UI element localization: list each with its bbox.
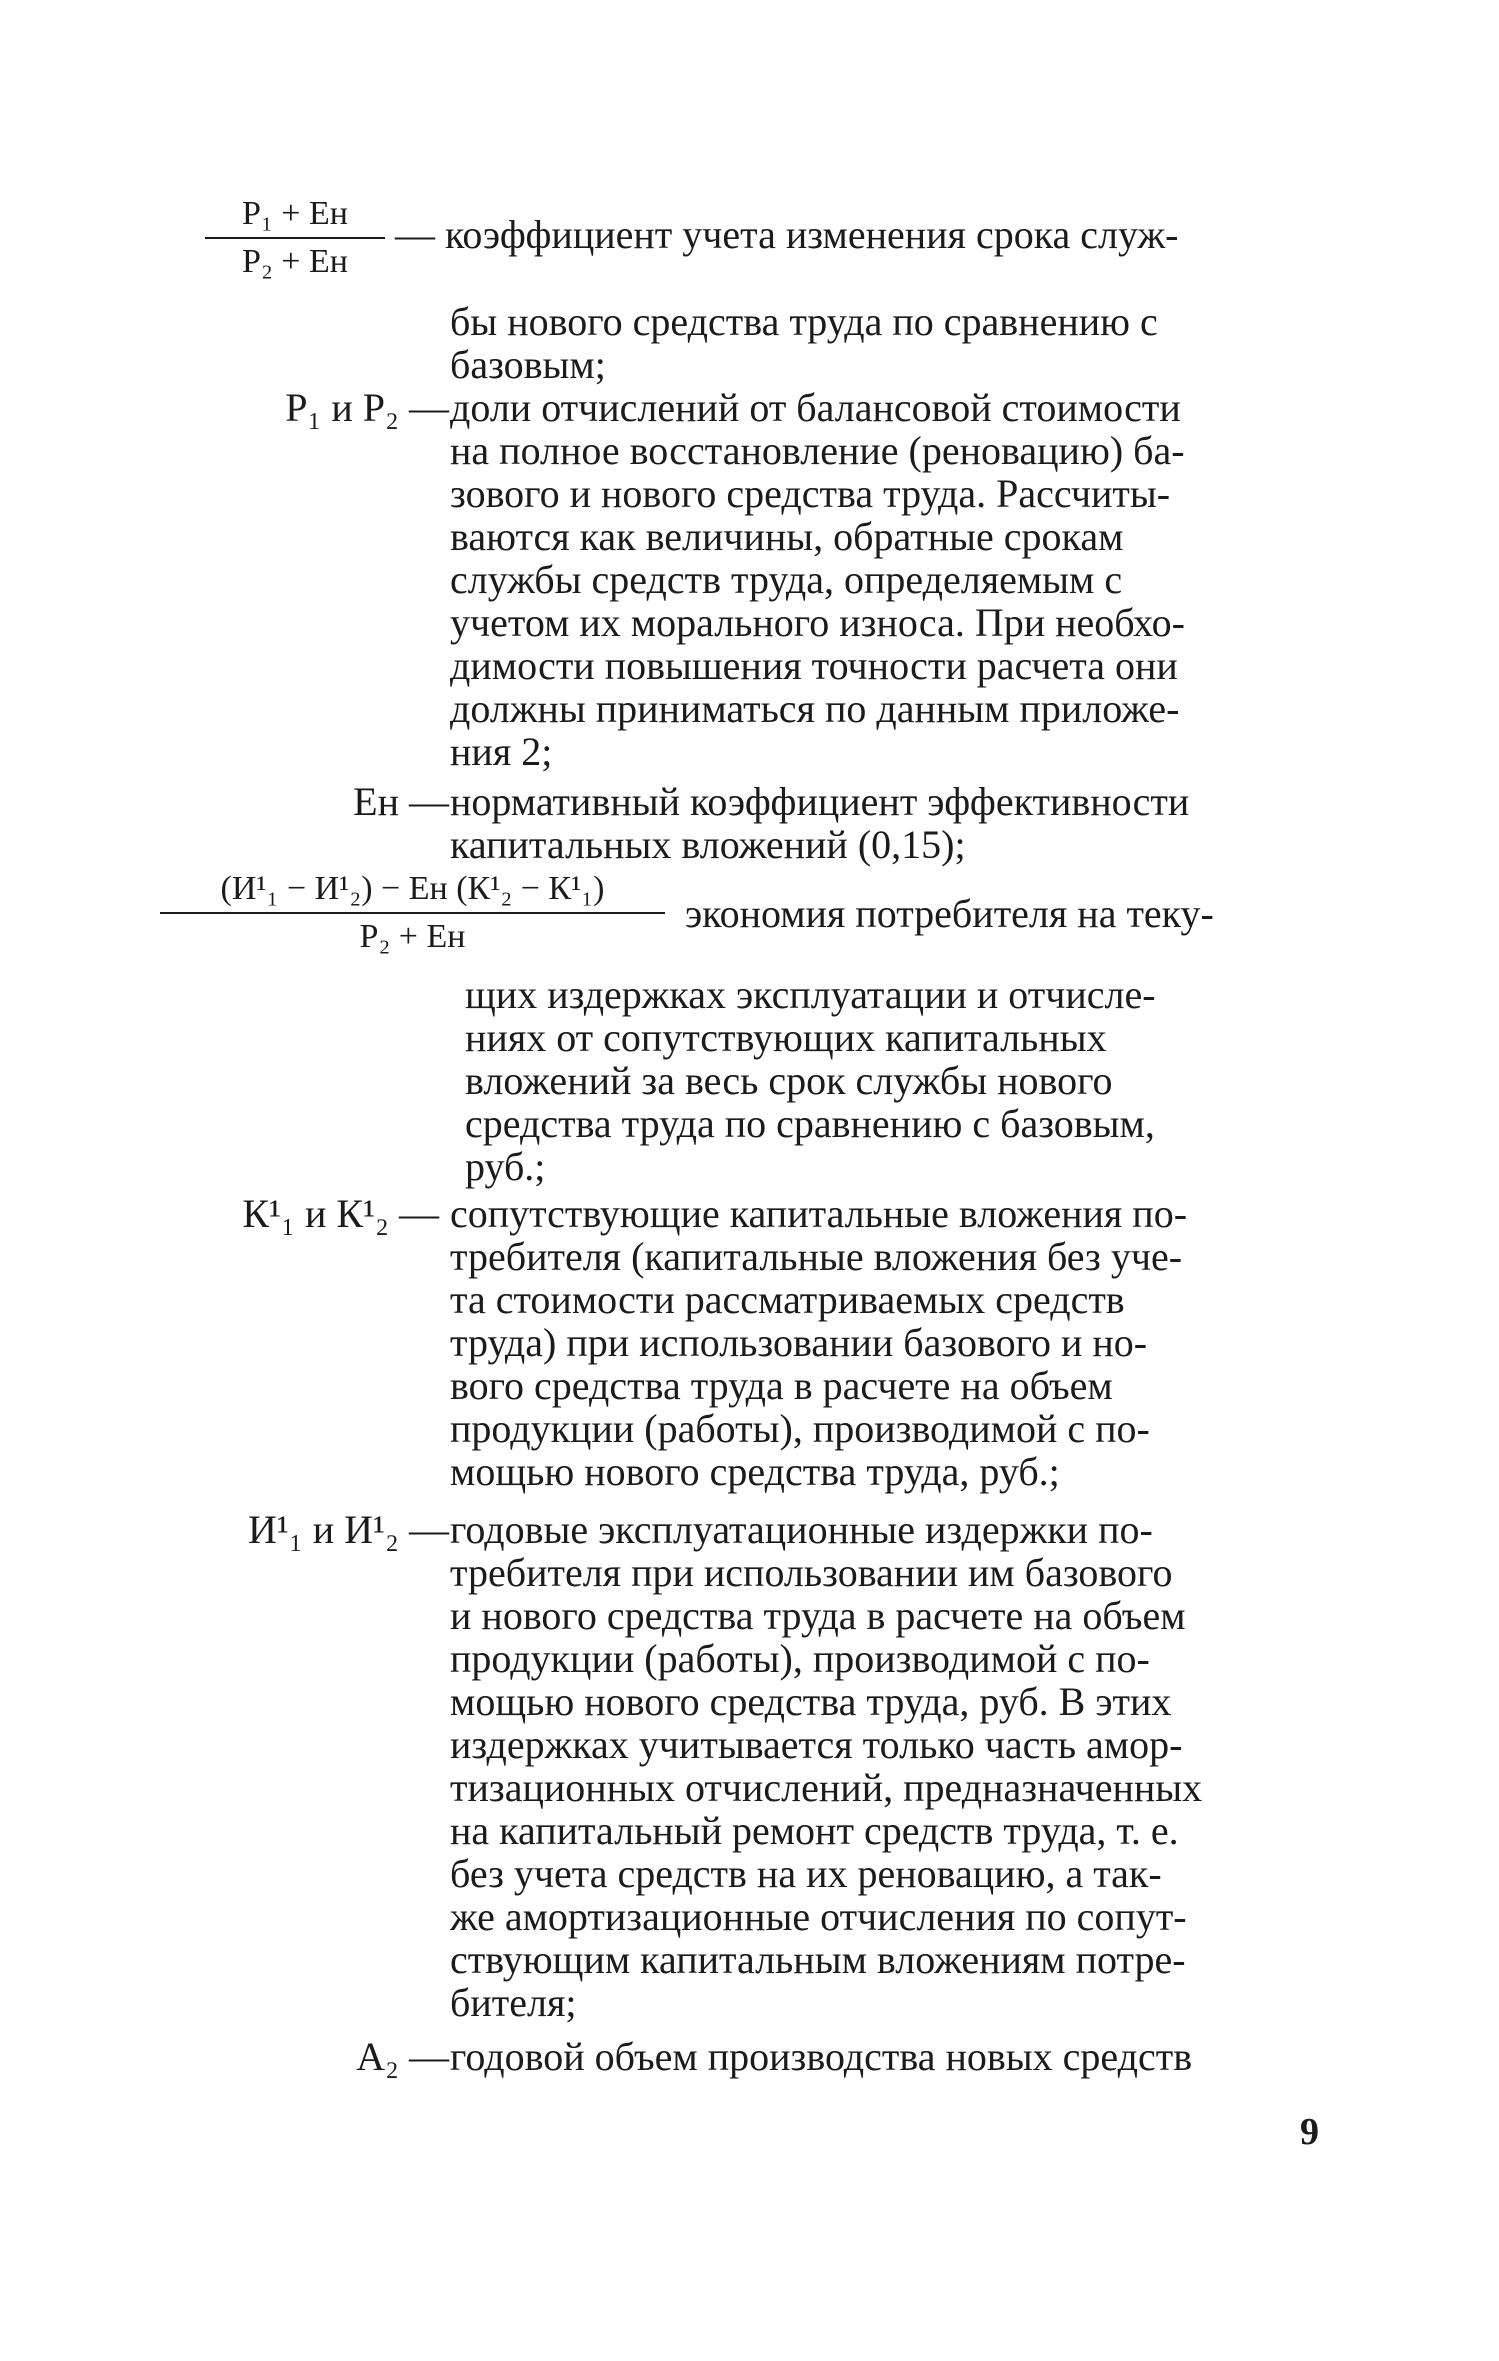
definition-text: учетом их морального износа. При необхо-	[450, 600, 1185, 645]
definition-text: зового и нового средства труда. Рассчиты-	[450, 471, 1171, 516]
definition-body	[450, 1192, 1187, 1493]
fraction-numerator: P₁ + Eн	[242, 195, 348, 232]
definition-text: нормативный коэффициент эффективности	[450, 779, 1190, 824]
definition-text: издержках учитывается только часть амор-	[450, 1722, 1183, 1767]
definition-body	[450, 780, 1189, 866]
definition-text: ниях от сопутствующих капитальных	[465, 1015, 1107, 1060]
definition-text: вложений за весь срок службы нового	[465, 1058, 1113, 1103]
definition-text: продукции (работы), производимой с по-	[450, 1406, 1150, 1451]
definition-text: тизационных отчислений, предназначенных	[450, 1765, 1203, 1810]
definition-text: — коэффициент учета изменения срока служ-	[395, 212, 1179, 257]
formula-fraction-service-life	[205, 195, 385, 281]
fraction-bar	[160, 912, 665, 914]
page-number: 9	[1300, 2111, 1319, 2153]
definition-body	[465, 973, 1156, 1188]
definition-text: руб.;	[465, 1144, 546, 1189]
definition-text: вого средства труда в расчете на объем	[450, 1363, 1113, 1408]
definition-text: средства труда по сравнению с базовым,	[465, 1101, 1155, 1146]
definition-text: ния 2;	[450, 729, 553, 774]
definition-text: требителя при использовании им базового	[450, 1550, 1173, 1595]
definition-term: Eн —	[353, 779, 449, 824]
definition-term: К¹₁ и К¹₂ —	[242, 1191, 439, 1236]
formula-fraction-consumer-savings	[160, 870, 665, 956]
definition-text: ствующим капитальным вложениям потре-	[450, 1937, 1186, 1982]
definition-text: ваются как величины, обратные срокам	[450, 514, 1124, 559]
definition-text: и нового средства труда в расчете на объем	[450, 1593, 1186, 1638]
fraction-bar	[205, 237, 385, 239]
definition-text: сопутствующие капитальные вложения по-	[450, 1191, 1188, 1236]
definition-text: мощью нового средства труда, руб. В этих	[450, 1679, 1172, 1724]
definition-term: P₁ и P₂ —	[285, 385, 449, 430]
definition-text: годовой объем производства новых средств	[450, 2034, 1193, 2079]
definition-text: щих издержках эксплуатации и отчисле-	[465, 972, 1156, 1017]
definition-text: службы средств труда, определяемым с	[450, 557, 1123, 602]
fraction-denominator: P₂ + Eн	[242, 243, 348, 280]
definition-text: экономия потребителя на теку-	[685, 891, 1214, 936]
definition-term: A₂ —	[356, 2034, 449, 2079]
definition-text: на капитальный ремонт средств труда, т. е.	[450, 1808, 1179, 1853]
definition-text: должны приниматься по данным приложе-	[450, 686, 1180, 731]
definition-text: мощью нового средства труда, руб.;	[450, 1449, 1060, 1494]
definition-text: же амортизационные отчисления по сопут-	[450, 1894, 1187, 1939]
definition-text: та стоимости рассматриваемых средств	[450, 1277, 1125, 1322]
definition-text: продукции (работы), производимой с по-	[450, 1636, 1150, 1681]
definition-text: без учета средств на их реновацию, а так-	[450, 1851, 1162, 1896]
definition-text: труда) при использовании базового и но-	[450, 1320, 1148, 1365]
definition-text: капитальных вложений (0,15);	[450, 822, 966, 867]
definition-text: бы нового средства труда по сравнению с	[450, 299, 1158, 344]
definition-text: требителя (капитальные вложения без уче-	[450, 1234, 1183, 1279]
definition-text: бителя;	[450, 1980, 577, 2025]
definition-text: базовым;	[450, 342, 606, 387]
fraction-denominator: P₂ + Eн	[359, 918, 466, 955]
definition-term: И¹₁ и И¹₂ —	[247, 1507, 449, 1552]
definition-body	[450, 386, 1185, 773]
definition-text: доли отчислений от балансовой стоимости	[450, 385, 1181, 430]
definition-text: на полное восстановление (реновацию) ба-	[450, 428, 1185, 473]
definition-body	[450, 1508, 1202, 2024]
fraction-numerator: (И¹₁ − И¹₂) − Eн (К¹₂ − К¹₁)	[220, 870, 605, 907]
definition-text: димости повышения точности расчета они	[450, 643, 1178, 688]
definition-text: годовые эксплуатационные издержки по-	[450, 1507, 1153, 1552]
